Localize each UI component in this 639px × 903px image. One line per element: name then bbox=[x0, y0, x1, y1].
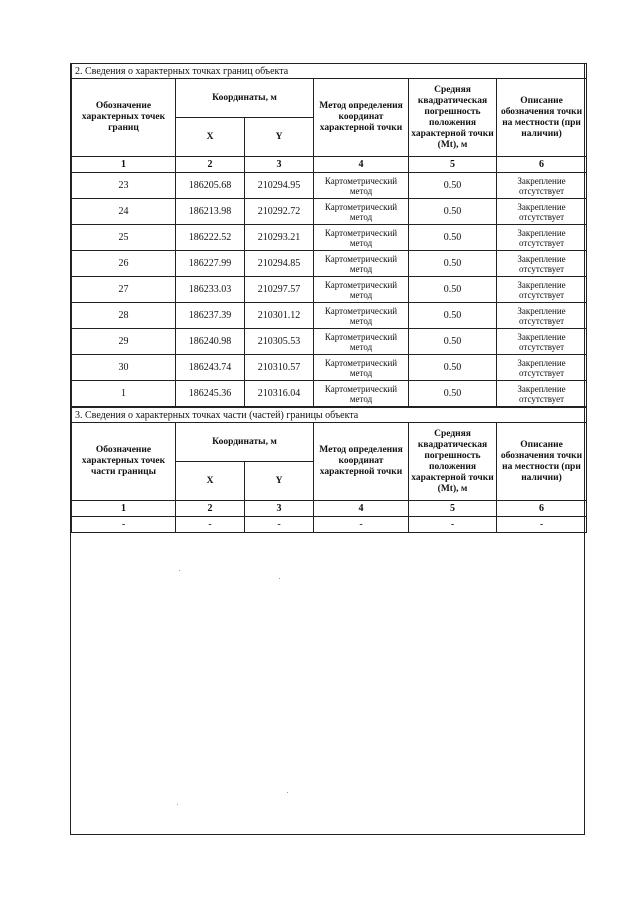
header-designation: Обозначение характерных точек границ bbox=[72, 79, 176, 157]
column-number: 6 bbox=[497, 501, 587, 517]
y-cell: 210305.53 bbox=[245, 329, 314, 355]
column-number: 5 bbox=[409, 501, 497, 517]
empty-cell: - bbox=[176, 517, 245, 533]
method-cell: Картометрический метод bbox=[314, 199, 409, 225]
point-cell: 1 bbox=[72, 381, 176, 407]
section2-table bbox=[71, 63, 587, 407]
description-cell: Закрепление отсутствует bbox=[497, 199, 587, 225]
y-cell: 210310.57 bbox=[245, 355, 314, 381]
table-row bbox=[72, 355, 587, 381]
empty-cell: - bbox=[409, 517, 497, 533]
header-error: Средняя квадратическая погрешность положения характерной точки (Mt), м bbox=[409, 423, 497, 501]
description-cell: Закрепление отсутствует bbox=[497, 173, 587, 199]
point-cell: 30 bbox=[72, 355, 176, 381]
column-number: 1 bbox=[72, 157, 176, 173]
x-cell: 186222.52 bbox=[176, 225, 245, 251]
point-cell: 25 bbox=[72, 225, 176, 251]
table-row bbox=[72, 303, 587, 329]
header-error: Средняя квадратическая погрешность положения характерной точки (Mt), м bbox=[409, 79, 497, 157]
scan-speck bbox=[279, 578, 280, 579]
table-row bbox=[72, 199, 587, 225]
table-row bbox=[72, 517, 587, 533]
method-cell: Картометрический метод bbox=[314, 173, 409, 199]
method-cell: Картометрический метод bbox=[314, 277, 409, 303]
error-cell: 0.50 bbox=[409, 173, 497, 199]
table-row bbox=[72, 329, 587, 355]
description-cell: Закрепление отсутствует bbox=[497, 225, 587, 251]
header-description: Описание обозначения точки на местности (при наличии) bbox=[497, 79, 587, 157]
x-cell: 186240.98 bbox=[176, 329, 245, 355]
header-method: Метод определения координат характерной точки bbox=[314, 79, 409, 157]
error-cell: 0.50 bbox=[409, 355, 497, 381]
table-row bbox=[72, 251, 587, 277]
point-cell: 28 bbox=[72, 303, 176, 329]
column-number: 2 bbox=[176, 157, 245, 173]
empty-cell: - bbox=[72, 517, 176, 533]
header-x: X bbox=[176, 462, 245, 501]
description-cell: Закрепление отсутствует bbox=[497, 251, 587, 277]
x-cell: 186233.03 bbox=[176, 277, 245, 303]
method-cell: Картометрический метод bbox=[314, 251, 409, 277]
table-row bbox=[72, 173, 587, 199]
column-number: 6 bbox=[497, 157, 587, 173]
section3-caption: 3. Сведения о характерных точках части (частей) границы объекта bbox=[72, 408, 587, 423]
x-cell: 186213.98 bbox=[176, 199, 245, 225]
point-cell: 24 bbox=[72, 199, 176, 225]
y-cell: 210294.95 bbox=[245, 173, 314, 199]
y-cell: 210297.57 bbox=[245, 277, 314, 303]
y-cell: 210301.12 bbox=[245, 303, 314, 329]
column-number: 5 bbox=[409, 157, 497, 173]
error-cell: 0.50 bbox=[409, 199, 497, 225]
header-coordinates: Координаты, м bbox=[176, 423, 314, 462]
header-description: Описание обозначения точки на местности (при наличии) bbox=[497, 423, 587, 501]
column-number-row bbox=[72, 157, 587, 173]
x-cell: 186245.36 bbox=[176, 381, 245, 407]
header-coordinates: Координаты, м bbox=[176, 79, 314, 118]
column-number-row bbox=[72, 501, 587, 517]
error-cell: 0.50 bbox=[409, 277, 497, 303]
x-cell: 186237.39 bbox=[176, 303, 245, 329]
section3-table bbox=[71, 407, 587, 533]
method-cell: Картометрический метод bbox=[314, 225, 409, 251]
table-row bbox=[72, 277, 587, 303]
column-number: 4 bbox=[314, 501, 409, 517]
description-cell: Закрепление отсутствует bbox=[497, 303, 587, 329]
column-number: 4 bbox=[314, 157, 409, 173]
scan-speck bbox=[177, 804, 178, 805]
method-cell: Картометрический метод bbox=[314, 329, 409, 355]
point-cell: 23 bbox=[72, 173, 176, 199]
column-number: 2 bbox=[176, 501, 245, 517]
error-cell: 0.50 bbox=[409, 303, 497, 329]
column-number: 3 bbox=[245, 501, 314, 517]
error-cell: 0.50 bbox=[409, 225, 497, 251]
header-y: Y bbox=[245, 462, 314, 501]
column-number: 3 bbox=[245, 157, 314, 173]
table-row bbox=[72, 381, 587, 407]
description-cell: Закрепление отсутствует bbox=[497, 329, 587, 355]
empty-cell: - bbox=[245, 517, 314, 533]
header-method: Метод определения координат характерной точки bbox=[314, 423, 409, 501]
method-cell: Картометрический метод bbox=[314, 355, 409, 381]
y-cell: 210316.04 bbox=[245, 381, 314, 407]
table-row bbox=[72, 225, 587, 251]
description-cell: Закрепление отсутствует bbox=[497, 381, 587, 407]
description-cell: Закрепление отсутствует bbox=[497, 277, 587, 303]
scan-speck bbox=[179, 570, 180, 571]
method-cell: Картометрический метод bbox=[314, 303, 409, 329]
section2-caption: 2. Сведения о характерных точках границ объекта bbox=[72, 64, 587, 79]
point-cell: 26 bbox=[72, 251, 176, 277]
point-cell: 29 bbox=[72, 329, 176, 355]
document-frame bbox=[70, 63, 585, 835]
description-cell: Закрепление отсутствует bbox=[497, 355, 587, 381]
error-cell: 0.50 bbox=[409, 251, 497, 277]
header-x: X bbox=[176, 118, 245, 157]
x-cell: 186227.99 bbox=[176, 251, 245, 277]
column-number: 1 bbox=[72, 501, 176, 517]
y-cell: 210294.85 bbox=[245, 251, 314, 277]
x-cell: 186243.74 bbox=[176, 355, 245, 381]
y-cell: 210292.72 bbox=[245, 199, 314, 225]
scan-speck bbox=[287, 792, 288, 793]
header-y: Y bbox=[245, 118, 314, 157]
y-cell: 210293.21 bbox=[245, 225, 314, 251]
method-cell: Картометрический метод bbox=[314, 381, 409, 407]
error-cell: 0.50 bbox=[409, 381, 497, 407]
point-cell: 27 bbox=[72, 277, 176, 303]
empty-cell: - bbox=[497, 517, 587, 533]
x-cell: 186205.68 bbox=[176, 173, 245, 199]
error-cell: 0.50 bbox=[409, 329, 497, 355]
empty-cell: - bbox=[314, 517, 409, 533]
header-designation: Обозначение характерных точек части границы bbox=[72, 423, 176, 501]
